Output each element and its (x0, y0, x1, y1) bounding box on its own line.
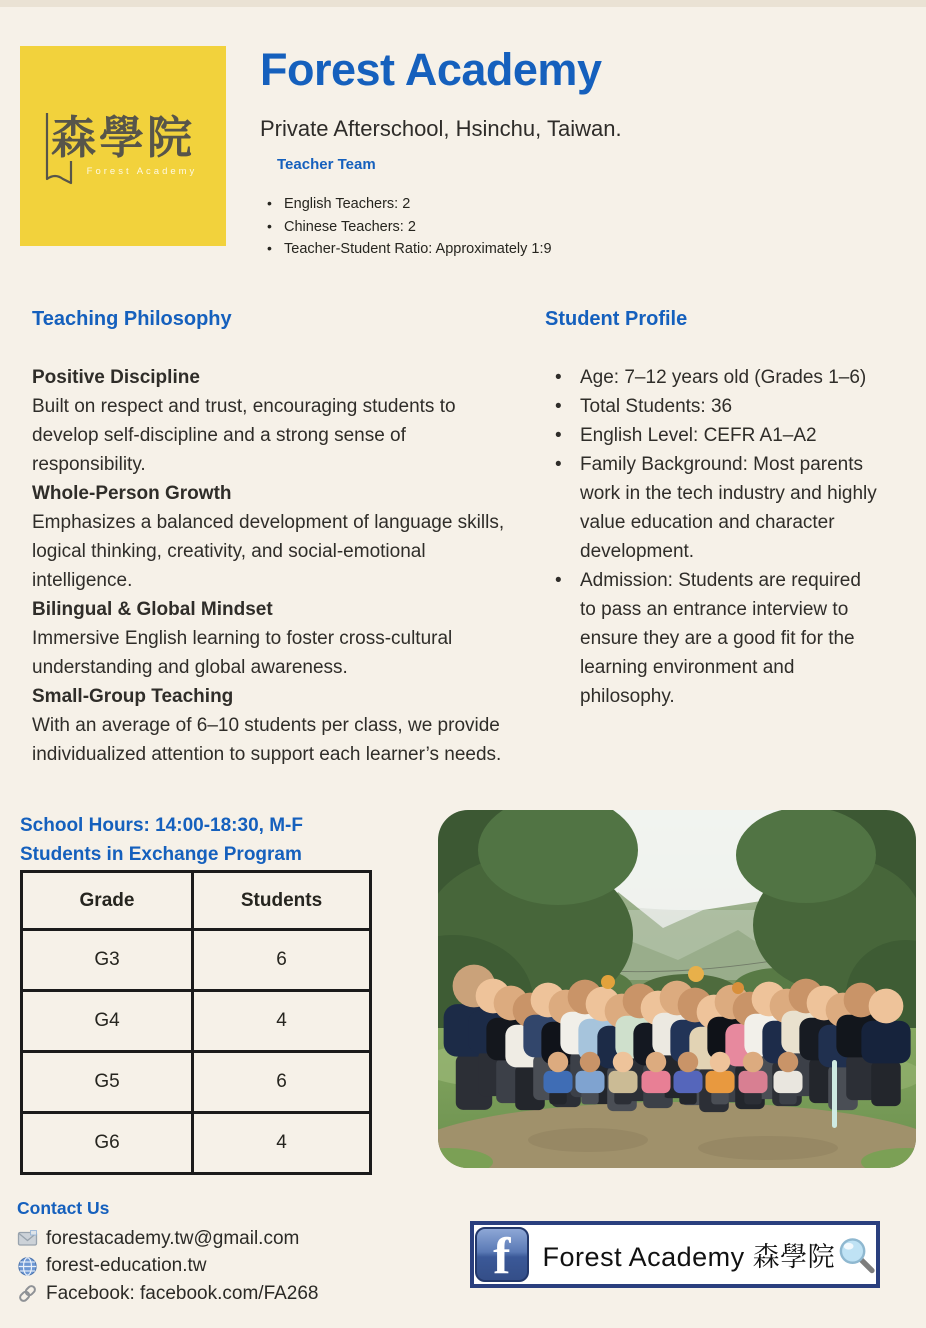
philosophy-item-title: Small-Group Teaching (32, 686, 234, 707)
page-title: Forest Academy (260, 44, 602, 95)
students-cell: 4 (193, 1113, 371, 1174)
grade-column-header: Grade (22, 872, 193, 930)
magnifier-icon (837, 1235, 876, 1275)
student-profile-item: • Age: 7–12 years old (Grades 1–6) (545, 363, 881, 392)
student-profile-heading: Student Profile (545, 308, 688, 330)
philosophy-item (32, 363, 524, 479)
student-profile-item: • Total Students: 36 (545, 392, 881, 421)
philosophy-item-body: Immersive English learning to foster cross-cultural understanding and global awareness. (32, 628, 453, 678)
logo-chinese-name: 森學院 (50, 112, 195, 163)
envelope-icon (17, 1228, 38, 1249)
exchange-program-table (20, 870, 372, 1175)
students-cell: 4 (193, 991, 371, 1052)
student-profile-item: • English Level: CEFR A1–A2 (545, 421, 881, 450)
grade-cell: G6 (22, 1113, 193, 1174)
philosophy-item-body: Emphasizes a balanced development of language skills, logical thinking, creativity, and social-emotional intelligence. (32, 512, 505, 591)
grade-cell: G5 (22, 1052, 193, 1113)
contact-website-text: forest-education.tw (46, 1255, 207, 1277)
book-outline-icon (41, 109, 105, 187)
school-hours-block (20, 811, 303, 869)
student-profile-item: • Family Background: Most parents work in the tech industry and highly value education and character development. (545, 450, 881, 566)
students-cell: 6 (193, 930, 371, 991)
group-photo (438, 810, 916, 1168)
philosophy-item (32, 682, 524, 769)
philosophy-item (32, 595, 524, 682)
table-row (22, 930, 371, 991)
teaching-philosophy-section (32, 308, 524, 769)
students-column-header: Students (193, 872, 371, 930)
link-icon (17, 1283, 38, 1304)
logo-english-name: Forest Academy (86, 166, 198, 177)
philosophy-item (32, 479, 524, 595)
students-cell: 6 (193, 1052, 371, 1113)
contact-email[interactable] (17, 1225, 319, 1253)
teacher-team-item: • Chinese Teachers: 2 (260, 219, 552, 235)
teacher-team-item: • Teacher-Student Ratio: Approximately 1:9 (260, 241, 552, 257)
contact-email-text: forestacademy.tw@gmail.com (46, 1227, 300, 1249)
group-photo-illustration (438, 810, 916, 1168)
teaching-philosophy-heading: Teaching Philosophy (32, 308, 232, 330)
school-logo (20, 46, 226, 246)
table-row (22, 991, 371, 1052)
facebook-logo-icon: f (475, 1227, 529, 1282)
teacher-team-list (260, 196, 552, 264)
grade-cell: G4 (22, 991, 193, 1052)
globe-icon (17, 1256, 38, 1277)
contact-website[interactable] (17, 1253, 319, 1281)
grade-cell: G3 (22, 930, 193, 991)
facebook-page-name: Forest Academy 森學院 (542, 1242, 836, 1272)
philosophy-item-title: Whole-Person Growth (32, 483, 232, 504)
contact-facebook-link[interactable] (17, 1280, 319, 1308)
top-strip (0, 0, 926, 7)
student-profile-section (545, 308, 881, 711)
philosophy-item-title: Positive Discipline (32, 367, 200, 388)
philosophy-item-body: With an average of 6–10 students per class, we provide individualized attention to support each learner’s needs. (32, 715, 502, 765)
page-subtitle: Private Afterschool, Hsinchu, Taiwan. (260, 116, 622, 141)
contact-facebook-text: Facebook: facebook.com/FA268 (46, 1282, 319, 1304)
exchange-program-line: Students in Exchange Program (20, 844, 302, 865)
student-profile-list (545, 363, 881, 711)
philosophy-item-title: Bilingual & Global Mindset (32, 599, 273, 620)
teacher-team-heading: Teacher Team (277, 156, 376, 173)
school-hours-line: School Hours: 14:00-18:30, M-F (20, 815, 303, 836)
table-row (22, 1052, 371, 1113)
facebook-page-badge[interactable] (470, 1221, 880, 1288)
contact-heading: Contact Us (17, 1198, 110, 1218)
table-row (22, 1113, 371, 1174)
table-header-row (22, 872, 371, 930)
teacher-team-item: • English Teachers: 2 (260, 196, 552, 212)
student-profile-item: • Admission: Students are required to pass an entrance interview to ensure they are a good fit for the learning environment and philosophy. (545, 566, 881, 711)
philosophy-item-body: Built on respect and trust, encouraging students to develop self-discipline and a strong sense of responsibility. (32, 396, 456, 475)
contact-section (17, 1198, 319, 1308)
